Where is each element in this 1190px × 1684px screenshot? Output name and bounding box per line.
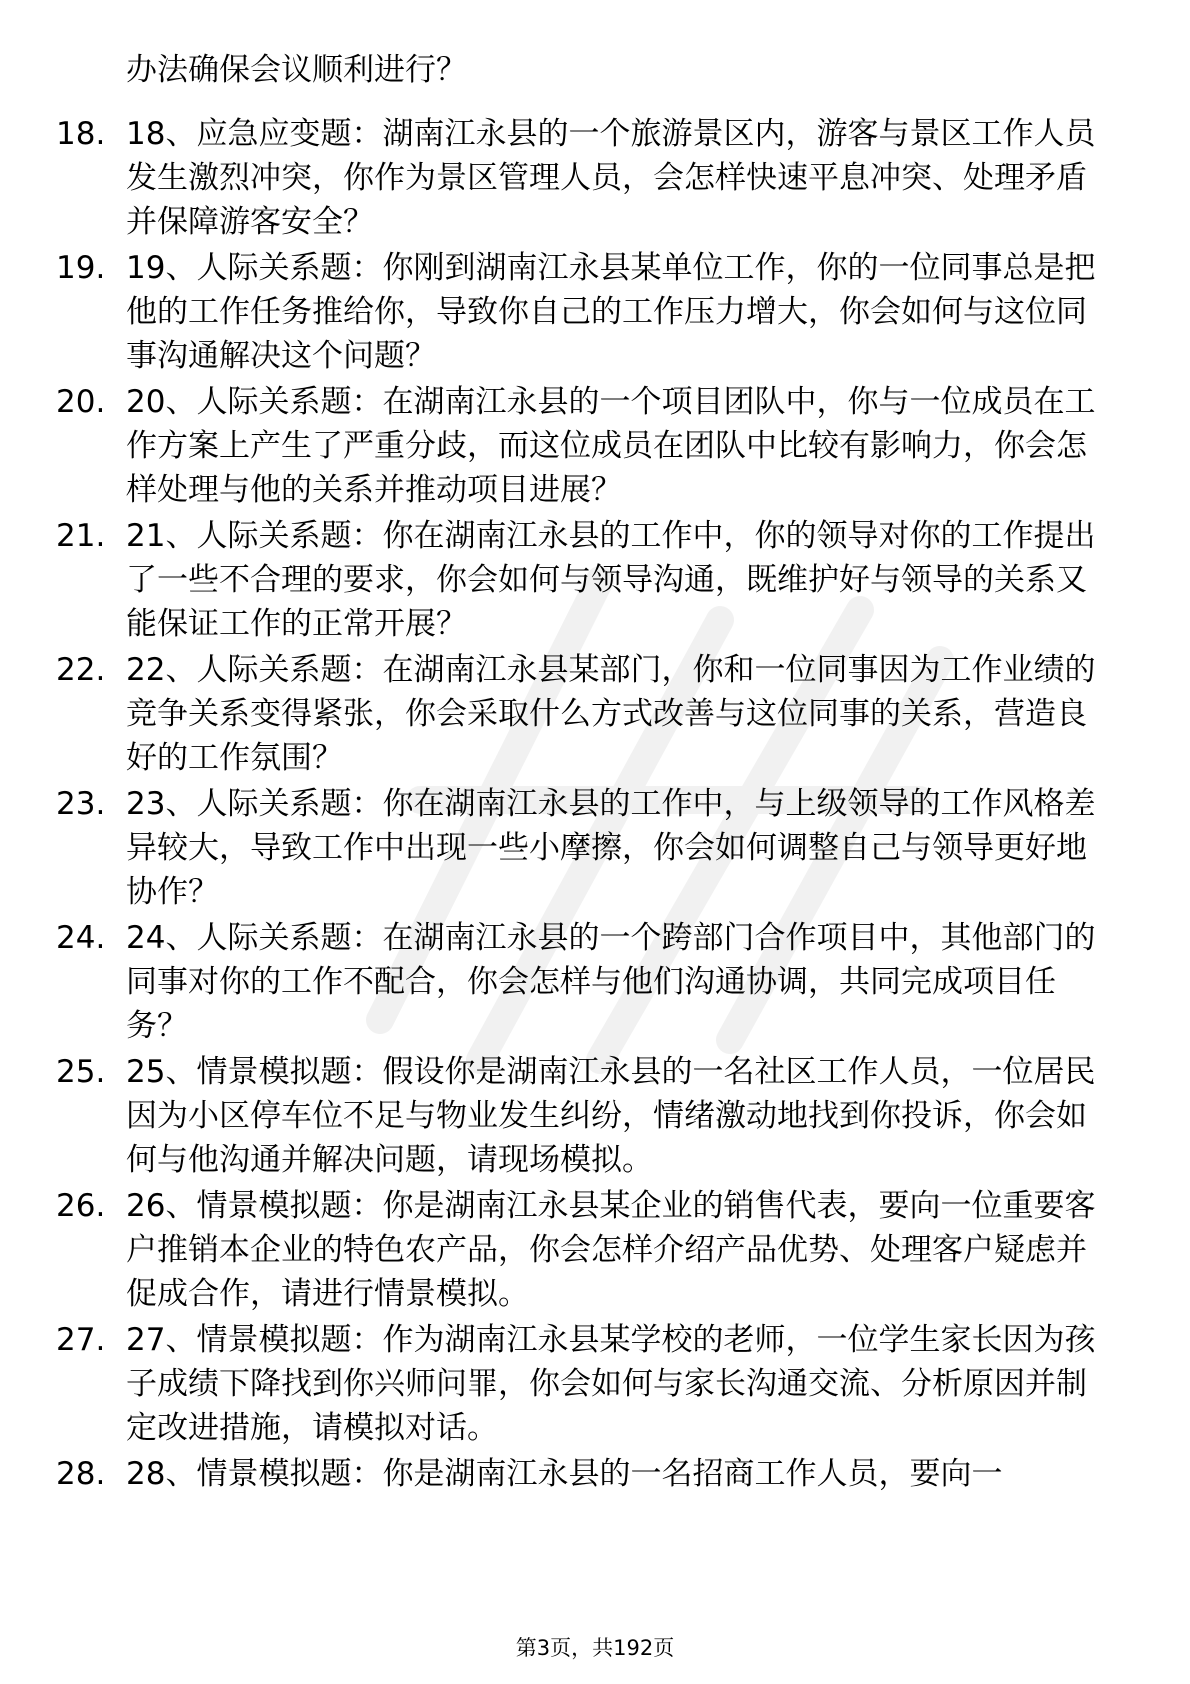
question-number: 27. [56, 1322, 106, 1358]
question-text: 24、人际关系题：在湖南江永县的一个跨部门合作项目中，其他部门的同事对你的工作不配合，你会怎样与他们沟通协调，共同完成项目任务？ [126, 920, 1096, 1044]
question-number: 28. [56, 1456, 106, 1492]
question-number: 23. [56, 786, 106, 822]
question-number: 26. [56, 1188, 106, 1224]
question-number: 25. [56, 1054, 106, 1090]
question-text: 20、人际关系题：在湖南江永县的一个项目团队中，你与一位成员在工作方案上产生了严重分歧，而这位成员在团队中比较有影响力，你会怎样处理与他的关系并推动项目进展？ [126, 384, 1096, 508]
question-number: 22. [56, 652, 106, 688]
question-text: 26、情景模拟题：你是湖南江永县某企业的销售代表，要向一位重要客户推销本企业的特色农产品，你会怎样介绍产品优势、处理客户疑虑并促成合作，请进行情景模拟。 [126, 1188, 1096, 1312]
page-footer: 第3页，共192页 [515, 1636, 675, 1660]
question-number: 21. [56, 518, 106, 554]
question-text: 18、应急应变题：湖南江永县的一个旅游景区内，游客与景区工作人员发生激烈冲突，你作为景区管理人员，会怎样快速平息冲突、处理矛盾并保障游客安全？ [126, 116, 1096, 240]
question-text: 22、人际关系题：在湖南江永县某部门，你和一位同事因为工作业绩的竞争关系变得紧张，你会采取什么方式改善与这位同事的关系，营造良好的工作氛围？ [126, 652, 1096, 776]
question-number: 19. [56, 250, 106, 286]
question-number: 18. [56, 116, 106, 152]
continuation-text: 办法确保会议顺利进行？ [126, 52, 467, 88]
question-text: 19、人际关系题：你刚到湖南江永县某单位工作，你的一位同事总是把他的工作任务推给你，导致你自己的工作压力增大，你会如何与这位同事沟通解决这个问题？ [126, 250, 1096, 374]
question-text: 21、人际关系题：你在湖南江永县的工作中，你的领导对你的工作提出了一些不合理的要求，你会如何与领导沟通，既维护好与领导的关系又能保证工作的正常开展？ [126, 518, 1096, 642]
question-text: 28、情景模拟题：你是湖南江永县的一名招商工作人员，要向一 [126, 1456, 1003, 1492]
question-text: 25、情景模拟题：假设你是湖南江永县的一名社区工作人员，一位居民因为小区停车位不足与物业发生纠纷，情绪激动地找到你投诉，你会如何与他沟通并解决问题，请现场模拟。 [126, 1054, 1096, 1178]
question-number: 20. [56, 384, 106, 420]
question-text: 27、情景模拟题：作为湖南江永县某学校的老师，一位学生家长因为孩子成绩下降找到你兴师问罪，你会如何与家长沟通交流、分析原因并制定改进措施，请模拟对话。 [126, 1322, 1096, 1446]
question-text: 23、人际关系题：你在湖南江永县的工作中，与上级领导的工作风格差异较大，导致工作中出现一些小摩擦，你会如何调整自己与领导更好地协作？ [126, 786, 1096, 910]
question-number: 24. [56, 920, 106, 956]
